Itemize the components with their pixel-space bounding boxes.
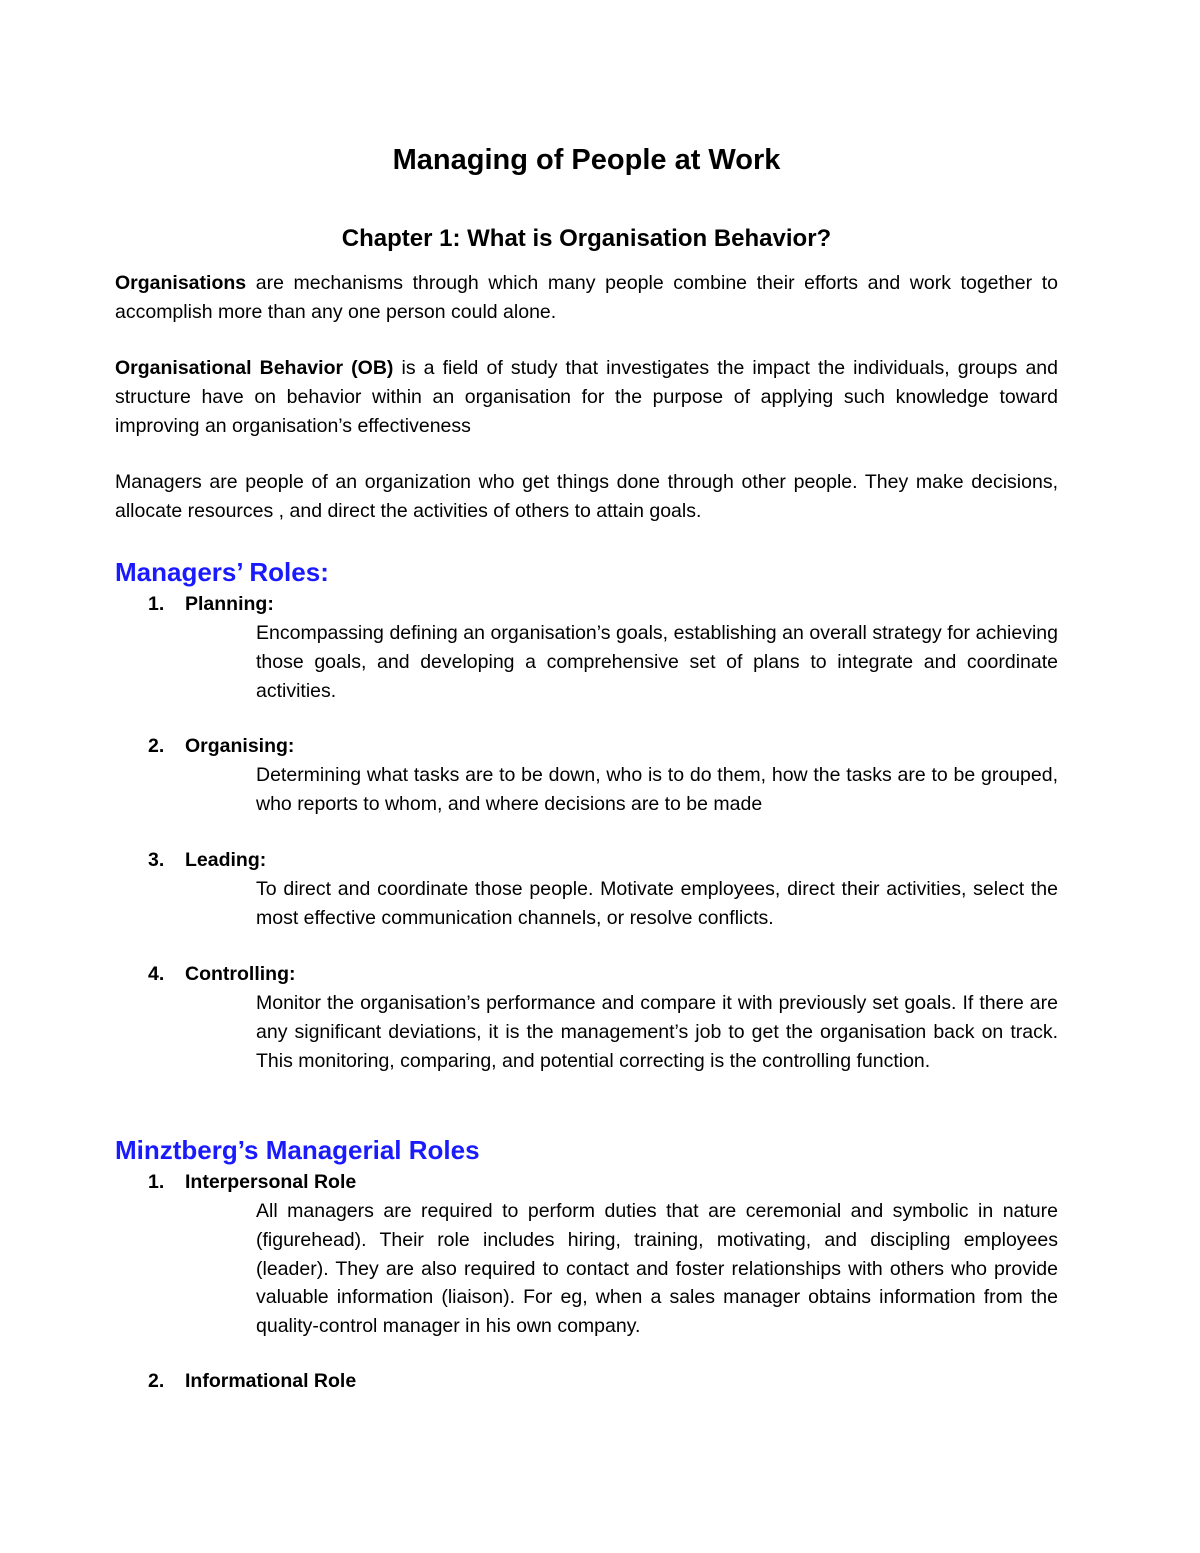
list-item <box>115 960 1058 1075</box>
list-item-number: 1. <box>148 593 165 615</box>
chapter-title: Chapter 1: What is Organisation Behavior? <box>341 225 832 252</box>
list-item <box>115 846 1058 933</box>
document-title: Managing of People at Work <box>392 144 781 176</box>
list-item <box>115 1168 1058 1341</box>
ob-term: Organisational Behavior (OB) <box>115 357 394 379</box>
list-item-label: Informational Role <box>185 1370 357 1392</box>
organisations-term: Organisations <box>115 272 247 294</box>
mintzberg-roles-heading: Minztberg’s Managerial Roles <box>115 1135 480 1165</box>
list-item-text: Encompassing defining an organisation’s goals, establishing an overall strategy for achieving those goals, and developing a comprehensive set of plans to integrate and coordinate activities. <box>256 622 1058 702</box>
list-item-number: 3. <box>148 849 165 871</box>
managers-roles-heading: Managers’ Roles: <box>115 557 329 587</box>
organisations-text: are mechanisms through which many people combine their efforts and work together to accomplish more than any one person could alone. <box>115 272 1058 323</box>
list-item <box>115 1367 1058 1396</box>
list-item-number: 2. <box>148 735 165 757</box>
list-item-label: Leading: <box>185 849 267 871</box>
list-item-label: Controlling: <box>185 963 296 985</box>
list-item-label: Organising: <box>185 735 295 757</box>
list-item-label: Planning: <box>185 593 274 615</box>
list-item-number: 1. <box>148 1171 165 1193</box>
list-item-number: 2. <box>148 1370 165 1392</box>
ob-text: is a field of study that investigates the impact the individuals, groups and structure have on behavior within an organisation for the purpose of applying such knowledge toward improving an organisation’s effectiveness <box>115 357 1058 437</box>
list-item-text: All managers are required to perform duties that are ceremonial and symbolic in nature (figurehead). Their role includes hiring, training, motivating, and discipling employees (leader). They are also required to contact and foster relationships with others who provide valuable information (liaison). For eg, when a sales manager obtains information from the quality-control manager in his own company. <box>256 1200 1058 1338</box>
organisations-definition <box>115 269 1058 327</box>
list-item-label: Interpersonal Role <box>185 1171 357 1193</box>
list-item <box>115 590 1058 705</box>
list-item-text: Determining what tasks are to be down, who is to do them, how the tasks are to be grouped, who reports to whom, and where decisions are to be made <box>256 764 1058 815</box>
list-item-text: Monitor the organisation’s performance and compare it with previously set goals. If there are any significant deviations, it is the management’s job to get the organisation back on track. This monitoring, comparing, and potential correcting is the controlling function. <box>256 992 1058 1072</box>
ob-definition <box>115 354 1058 440</box>
managers-definition: Managers are people of an organization who get things done through other people. They make decisions, allocate resources , and direct the activities of others to attain goals. <box>115 471 1058 522</box>
list-item <box>115 732 1058 819</box>
list-item-text: To direct and coordinate those people. Motivate employees, direct their activities, select the most effective communication channels, or resolve conflicts. <box>256 878 1058 929</box>
list-item-number: 4. <box>148 963 165 985</box>
